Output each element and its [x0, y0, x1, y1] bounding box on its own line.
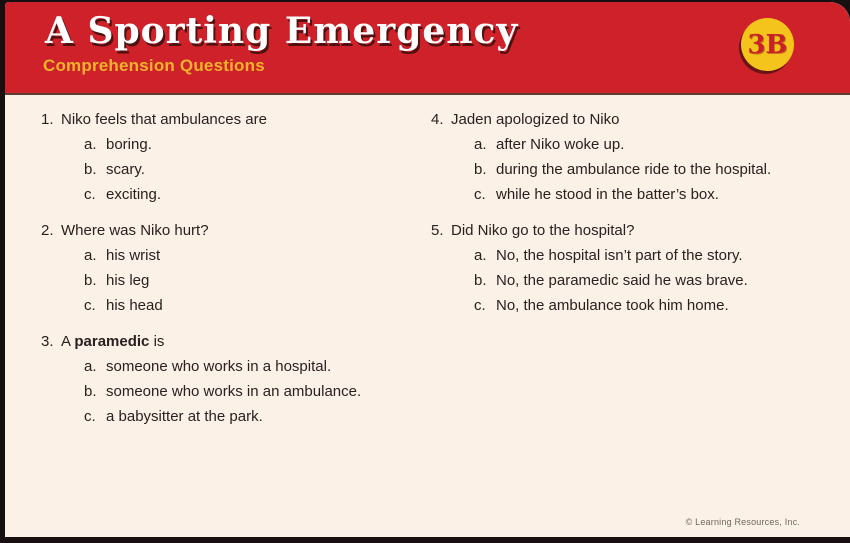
option-item [41, 157, 411, 182]
question-text-bold: paramedic [74, 333, 150, 350]
option-text: his wrist [106, 247, 161, 264]
question-line [41, 218, 411, 243]
question-number: 5. [431, 222, 444, 239]
option-letter: b. [84, 272, 97, 289]
option-item [431, 182, 831, 207]
option-item [41, 293, 411, 318]
question-text [451, 222, 634, 239]
option-text: someone who works in an ambulance. [106, 383, 362, 400]
option-item [41, 243, 411, 268]
questions-column-right [431, 107, 831, 329]
question-line [431, 107, 831, 132]
option-letter: a. [84, 247, 97, 264]
option-letter: b. [84, 383, 97, 400]
question-text-pre: Did Niko go to the hospital? [451, 222, 635, 239]
option-item [431, 268, 831, 293]
option-text: after Niko woke up. [496, 136, 625, 153]
level-badge-label: 3B [747, 29, 788, 60]
option-letter: a. [84, 358, 97, 375]
option-text: during the ambulance ride to the hospital. [496, 161, 772, 178]
question-line [41, 329, 411, 354]
option-text: No, the hospital isn’t part of the story. [496, 247, 743, 264]
option-text: scary. [106, 161, 145, 178]
question-text-pre: A [61, 333, 75, 350]
question-item-4 [431, 107, 831, 207]
option-text: boring. [106, 136, 152, 153]
card-header [5, 2, 850, 93]
option-text: someone who works in a hospital. [106, 358, 332, 375]
question-text-pre: Where was Niko hurt? [61, 222, 209, 239]
option-item [41, 379, 411, 404]
option-item [431, 243, 831, 268]
question-text-pre: Jaden apologized to Niko [451, 111, 620, 128]
level-badge [741, 18, 794, 71]
option-text: No, the ambulance took him home. [496, 297, 729, 314]
question-item-1 [41, 107, 411, 207]
question-number: 4. [431, 111, 444, 128]
question-text [451, 111, 619, 128]
option-letter: c. [84, 408, 96, 425]
copyright-text: © Learning Resources, Inc. [685, 517, 800, 527]
question-text-pre: Niko feels that ambulances are [61, 111, 267, 128]
questions-area [5, 95, 850, 537]
option-text: No, the paramedic said he was brave. [496, 272, 748, 289]
option-item [431, 293, 831, 318]
option-letter: a. [474, 136, 487, 153]
option-letter: c. [474, 186, 486, 203]
option-item [41, 132, 411, 157]
option-item [431, 157, 831, 182]
question-line [431, 218, 831, 243]
question-line [41, 107, 411, 132]
option-letter: b. [84, 161, 97, 178]
option-letter: b. [474, 161, 487, 178]
question-number: 2. [41, 222, 54, 239]
worksheet-card [5, 2, 850, 537]
option-text: exciting. [106, 186, 162, 203]
option-letter: c. [84, 297, 96, 314]
option-letter: a. [474, 247, 487, 264]
option-text: his leg [106, 272, 150, 289]
question-item-3 [41, 329, 411, 429]
option-text: a babysitter at the park. [106, 408, 263, 425]
question-item-2 [41, 218, 411, 318]
question-text [61, 111, 267, 128]
question-text [61, 333, 164, 350]
option-letter: c. [84, 186, 96, 203]
question-number: 1. [41, 111, 54, 128]
option-item [41, 404, 411, 429]
questions-column-left [41, 107, 411, 440]
option-item [41, 354, 411, 379]
page-subtitle: Comprehension Questions [43, 56, 265, 75]
option-letter: c. [474, 297, 486, 314]
option-text: while he stood in the batter’s box. [496, 186, 719, 203]
question-text-post: is [149, 333, 165, 350]
question-item-5 [431, 218, 831, 318]
question-text [61, 222, 209, 239]
option-text: his head [106, 297, 163, 314]
option-letter: a. [84, 136, 97, 153]
page-title: A Sporting Emergency [45, 10, 519, 52]
option-item [41, 268, 411, 293]
option-item [431, 132, 831, 157]
option-letter: b. [474, 272, 487, 289]
option-item [41, 182, 411, 207]
question-number: 3. [41, 333, 54, 350]
